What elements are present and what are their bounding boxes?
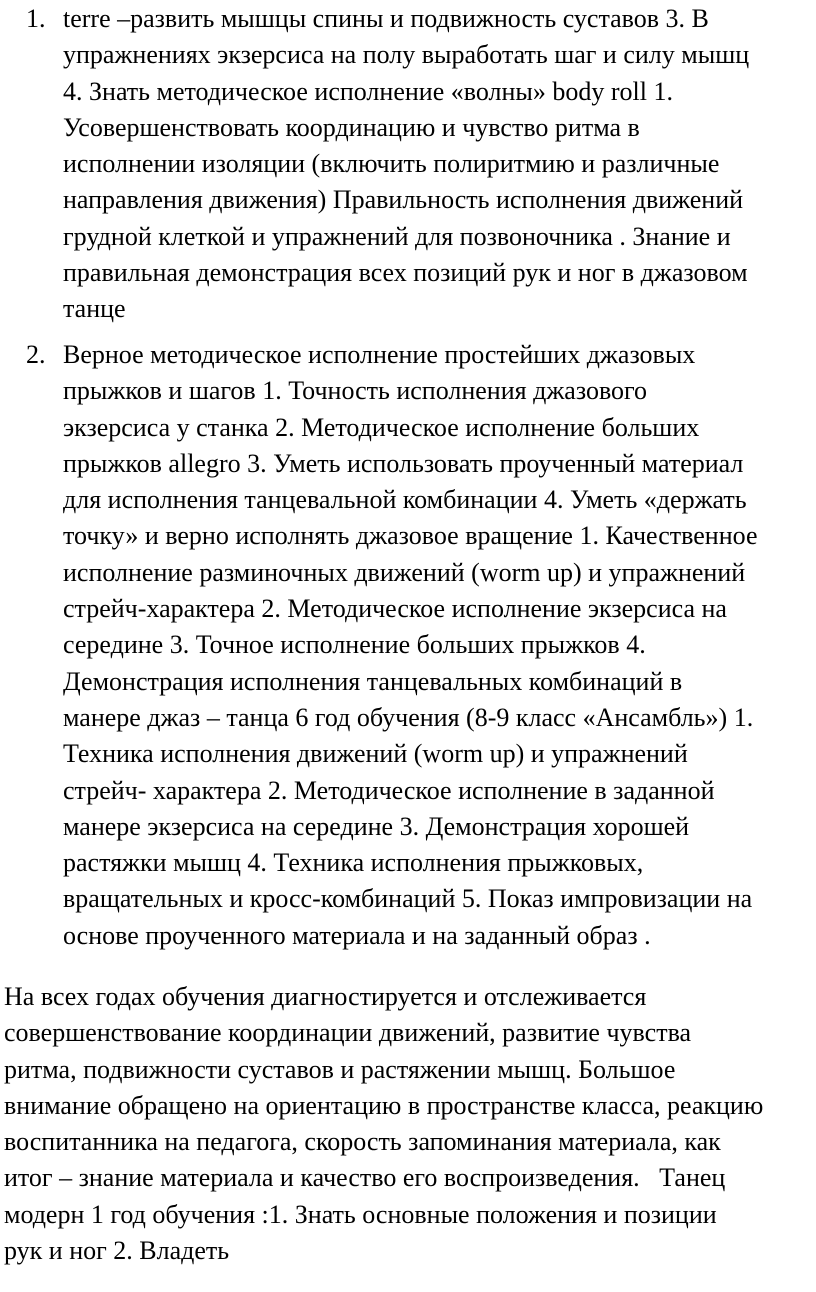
text-line: манере джаз – танца 6 год обучения (8-9 класс «Ансамбль») 1. xyxy=(63,702,754,732)
text-line: прыжков allegro 3. Уметь использовать проученный материал xyxy=(63,448,744,478)
text-line: основе проученного материала и на заданный образ . xyxy=(63,920,651,950)
text-line: середине 3. Точное исполнение больших прыжков 4. xyxy=(63,630,646,660)
text-line: вращательных и кросс-комбинаций 5. Показ импровизации на xyxy=(63,884,753,914)
text-line: стрейч-характера 2. Методическое исполнение экзерсиса на xyxy=(63,594,727,624)
text-line: итог – знание материала и качество его воспроизведения. Танец xyxy=(4,1163,726,1193)
text-line: ритма, подвижности суставов и растяжении мышц. Большое xyxy=(4,1054,676,1084)
text-line: правильная демонстрация всех позиций рук и ног в джазовом xyxy=(63,258,748,288)
text-line: 4. Знать методическое исполнение «волны» body roll 1. xyxy=(63,76,673,106)
text-line: terre –развить мышцы спины и подвижность суставов 3. В xyxy=(63,4,709,33)
text-line: экзерсиса у станка 2. Методическое исполнение больших xyxy=(63,412,700,442)
text-line: растяжки мышц 4. Техника исполнения прыжковых, xyxy=(63,848,644,878)
text-line: модерн 1 год обучения :1. Знать основные положения и позиции xyxy=(4,1199,717,1229)
text-line: грудной клеткой и упражнений для позвоночника . Знание и xyxy=(63,221,731,251)
text-line: воспитанника на педагога, скорость запоминания материала, как xyxy=(4,1127,721,1157)
text-line: точку» и верно исполнять джазовое вращение 1. Качественное xyxy=(63,521,758,551)
text-line: танце xyxy=(63,294,126,324)
text-line: Усовершенствовать координацию и чувство ритма в xyxy=(63,112,640,142)
text-line: совершенствование координации движений, развитие чувства xyxy=(4,1018,692,1048)
text-line: Верное методическое исполнение простейших джазовых xyxy=(63,340,696,369)
text-line: для исполнения танцевальной комбинации 4. Уметь «держать xyxy=(63,485,747,515)
body-paragraph xyxy=(4,979,816,1269)
list-number-2: 2. xyxy=(26,340,46,369)
text-line: На всех годах обучения диагностируется и отслеживается xyxy=(4,982,647,1011)
text-line: исполнение разминочных движений (worm up) и упражнений xyxy=(63,557,746,587)
text-line: направления движения) Правильность исполнения движений xyxy=(63,185,744,215)
text-line: рук и ног 2. Владеть xyxy=(4,1236,230,1266)
text-line: внимание обращено на ориентацию в пространстве класса, реакцию xyxy=(4,1090,764,1120)
text-line: Техника исполнения движений (worm up) и упражнений xyxy=(63,739,688,769)
text-line: прыжков и шагов 1. Точность исполнения джазового xyxy=(63,376,648,406)
text-line: исполнении изоляции (включить полиритмию и различные xyxy=(63,149,720,179)
text-line: манере экзерсиса на середине 3. Демонстрация хорошей xyxy=(63,811,690,841)
list-number-1: 1. xyxy=(26,4,46,33)
text-line: Демонстрация исполнения танцевальных комбинаций в xyxy=(63,666,683,696)
text-line: стрейч- характера 2. Методическое исполнение в заданной xyxy=(63,775,715,805)
text-line: упражнениях экзерсиса на полу выработать шаг и силу мышц xyxy=(63,40,750,70)
list-item-1-text xyxy=(63,1,815,328)
list-item-2-text xyxy=(63,337,815,954)
